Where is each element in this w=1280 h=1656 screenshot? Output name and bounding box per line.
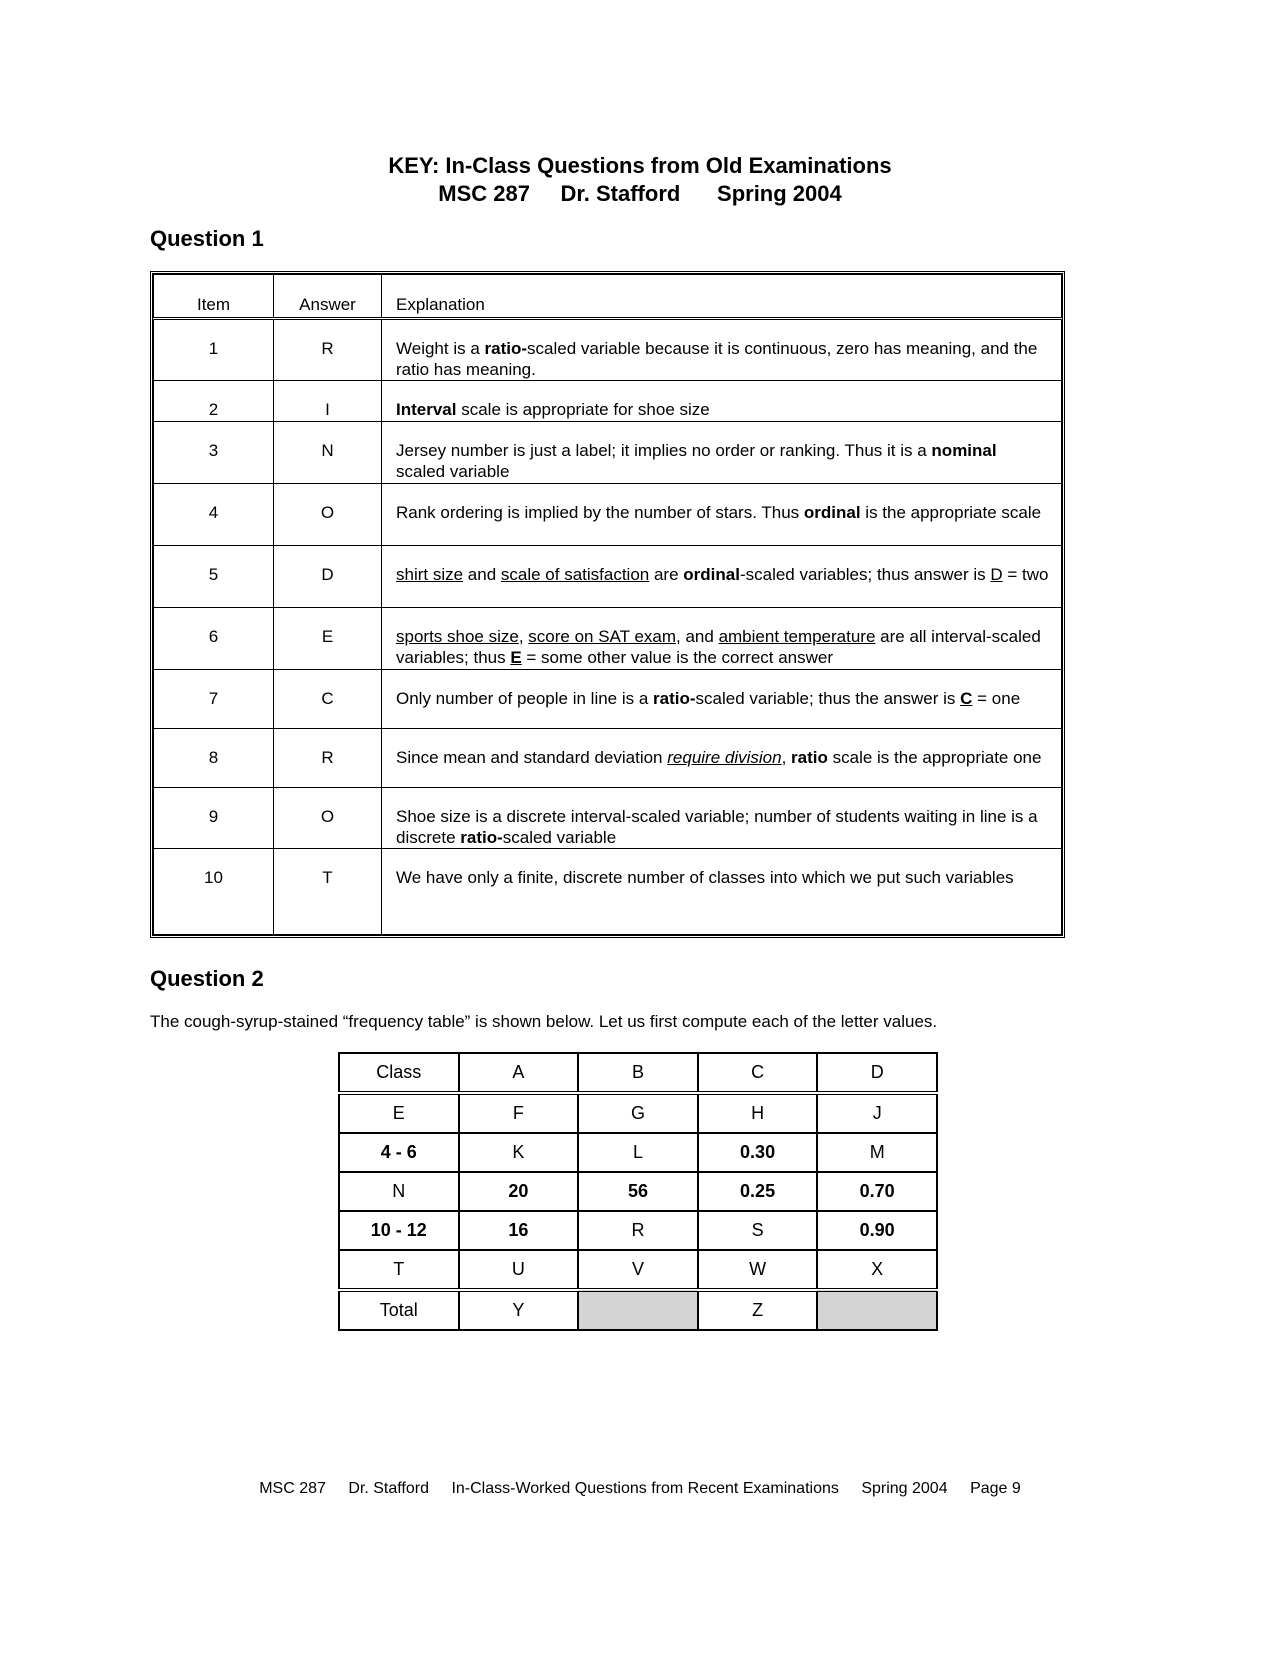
freq-cell: 20 — [459, 1172, 579, 1211]
frequency-table — [338, 1052, 938, 1331]
page-footer — [0, 1480, 1280, 1498]
answer-key-header-row — [154, 275, 1062, 319]
frequency-row — [339, 1172, 937, 1211]
item-number: 2 — [154, 381, 274, 422]
column-header-explanation: Explanation — [382, 275, 1062, 319]
freq-cell: R — [578, 1211, 698, 1250]
frequency-row — [339, 1133, 937, 1172]
table-row — [154, 484, 1062, 546]
freq-cell: J — [817, 1093, 937, 1133]
question-1-heading: Question 1 — [150, 226, 264, 251]
freq-cell: 16 — [459, 1211, 579, 1250]
table-row — [154, 546, 1062, 608]
answer-key-table — [150, 271, 1065, 938]
freq-cell: 0.70 — [817, 1172, 937, 1211]
freq-cell: V — [578, 1250, 698, 1290]
freq-cell: N — [339, 1172, 459, 1211]
explanation: sports shoe size, score on SAT exam, and ambient temperature are all interval-scaled variables; thus E = some other value is the correct answer — [382, 608, 1062, 670]
item-number: 4 — [154, 484, 274, 546]
item-number: 3 — [154, 422, 274, 484]
freq-header-cell: Class — [339, 1053, 459, 1093]
footer-page-number: Page 9 — [970, 1480, 1021, 1497]
freq-cell: M — [817, 1133, 937, 1172]
table-row — [154, 608, 1062, 670]
freq-cell: 0.30 — [698, 1133, 818, 1172]
title-term: Spring 2004 — [717, 181, 842, 206]
item-number: 9 — [154, 788, 274, 849]
answer-letter: T — [274, 849, 382, 935]
freq-cell: K — [459, 1133, 579, 1172]
freq-total-shaded-cell — [578, 1290, 698, 1330]
table-row — [154, 670, 1062, 729]
frequency-row — [339, 1093, 937, 1133]
table-row — [154, 422, 1062, 484]
answer-letter: O — [274, 788, 382, 849]
title-course: MSC 287 — [438, 181, 530, 206]
freq-cell: G — [578, 1093, 698, 1133]
explanation: Weight is a ratio-scaled variable because it is continuous, zero has meaning, and the ratio has meaning. — [382, 319, 1062, 381]
item-number: 10 — [154, 849, 274, 935]
column-header-item: Item — [154, 275, 274, 319]
footer-term: Spring 2004 — [861, 1480, 948, 1497]
answer-letter: D — [274, 546, 382, 608]
frequency-row — [339, 1211, 937, 1250]
answer-letter: C — [274, 670, 382, 729]
freq-total-label: Total — [339, 1290, 459, 1330]
frequency-row — [339, 1250, 937, 1290]
table-row — [154, 381, 1062, 422]
freq-cell: 4 - 6 — [339, 1133, 459, 1172]
footer-instructor: Dr. Stafford — [348, 1480, 429, 1497]
freq-cell: F — [459, 1093, 579, 1133]
freq-cell: U — [459, 1250, 579, 1290]
freq-cell: 10 - 12 — [339, 1211, 459, 1250]
answer-letter: O — [274, 484, 382, 546]
answer-letter: N — [274, 422, 382, 484]
title-line-1: KEY: In-Class Questions from Old Examinations — [388, 153, 892, 178]
freq-header-cell: D — [817, 1053, 937, 1093]
freq-cell: H — [698, 1093, 818, 1133]
explanation: Rank ordering is implied by the number of stars. Thus ordinal is the appropriate scale — [382, 484, 1062, 546]
freq-cell: T — [339, 1250, 459, 1290]
freq-cell: L — [578, 1133, 698, 1172]
frequency-total-row — [339, 1290, 937, 1330]
freq-cell: E — [339, 1093, 459, 1133]
freq-header-cell: B — [578, 1053, 698, 1093]
explanation: We have only a finite, discrete number of classes into which we put such variables — [382, 849, 1062, 935]
table-row — [154, 788, 1062, 849]
item-number: 8 — [154, 729, 274, 788]
answer-letter: E — [274, 608, 382, 670]
item-number: 1 — [154, 319, 274, 381]
title-instructor: Dr. Stafford — [560, 181, 681, 206]
title-line-2 — [0, 180, 1280, 208]
freq-cell: W — [698, 1250, 818, 1290]
freq-cell: 0.25 — [698, 1172, 818, 1211]
explanation: shirt size and scale of satisfaction are ordinal-scaled variables; thus answer is D = two — [382, 546, 1062, 608]
item-number: 5 — [154, 546, 274, 608]
explanation: Jersey number is just a label; it implies no order or ranking. Thus it is a nominal scaled variable — [382, 422, 1062, 484]
footer-doc-title: In-Class-Worked Questions from Recent Examinations — [451, 1480, 839, 1497]
freq-header-cell: A — [459, 1053, 579, 1093]
answer-letter: R — [274, 729, 382, 788]
freq-total-cell: Z — [698, 1290, 818, 1330]
freq-cell: S — [698, 1211, 818, 1250]
table-row — [154, 729, 1062, 788]
explanation: Shoe size is a discrete interval-scaled variable; number of students waiting in line is a discrete ratio-scaled variable — [382, 788, 1062, 849]
freq-cell: 56 — [578, 1172, 698, 1211]
answer-letter: I — [274, 381, 382, 422]
item-number: 6 — [154, 608, 274, 670]
column-header-answer: Answer — [274, 275, 382, 319]
table-row — [154, 319, 1062, 381]
question-2-intro: The cough-syrup-stained “frequency table” is shown below. Let us first compute each of the letter values. — [150, 1012, 938, 1031]
frequency-header-row — [339, 1053, 937, 1093]
freq-total-shaded-cell — [817, 1290, 937, 1330]
freq-cell: 0.90 — [817, 1211, 937, 1250]
table-row — [154, 849, 1062, 935]
document-title — [0, 152, 1280, 208]
item-number: 7 — [154, 670, 274, 729]
explanation: Interval scale is appropriate for shoe size — [382, 381, 1062, 422]
explanation: Only number of people in line is a ratio-scaled variable; thus the answer is C = one — [382, 670, 1062, 729]
freq-total-cell: Y — [459, 1290, 579, 1330]
answer-letter: R — [274, 319, 382, 381]
footer-course: MSC 287 — [259, 1480, 326, 1497]
question-2-heading: Question 2 — [150, 966, 264, 991]
freq-header-cell: C — [698, 1053, 818, 1093]
explanation: Since mean and standard deviation require division, ratio scale is the appropriate one — [382, 729, 1062, 788]
freq-cell: X — [817, 1250, 937, 1290]
